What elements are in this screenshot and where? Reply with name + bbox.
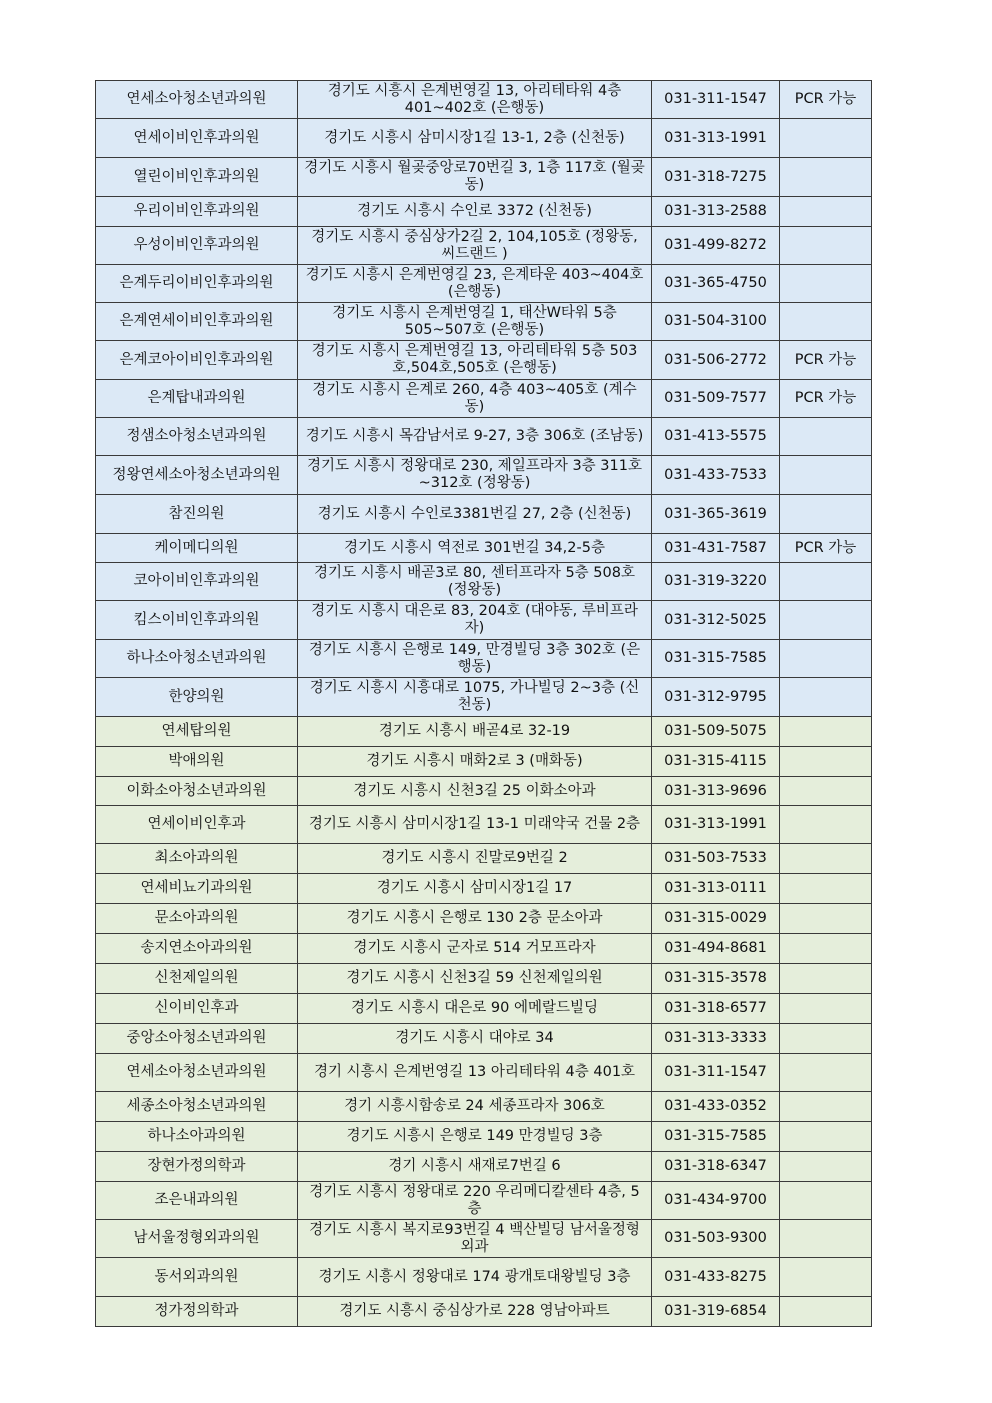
table-row: [96, 1092, 872, 1122]
clinic-phone-cell: 031-312-5025: [652, 601, 780, 640]
clinic-name-cell: 케이메디의원: [96, 534, 298, 563]
clinic-phone-cell: 031-313-1991: [652, 119, 780, 158]
clinic-name-cell: 은계탑내과의원: [96, 380, 298, 418]
clinic-note-cell: [780, 563, 872, 601]
table-row: [96, 380, 872, 418]
clinic-phone-cell: 031-318-6347: [652, 1152, 780, 1182]
table-row: [96, 844, 872, 874]
clinic-note-cell: [780, 227, 872, 265]
clinic-name-cell: 송지연소아과의원: [96, 934, 298, 964]
table-row: [96, 717, 872, 747]
clinic-address-cell: 경기 시흥시 은계번영길 13 아리테타워 4층 401호: [298, 1054, 652, 1092]
clinic-phone-cell: 031-509-5075: [652, 717, 780, 747]
table-row: [96, 964, 872, 994]
table-row: [96, 777, 872, 806]
clinic-note-cell: [780, 197, 872, 227]
clinic-name-cell: 중앙소아청소년과의원: [96, 1024, 298, 1054]
clinic-name-cell: 정샘소아청소년과의원: [96, 418, 298, 456]
table-row: [96, 1054, 872, 1092]
clinic-address-cell: 경기도 시흥시 역전로 301번길 34,2-5층: [298, 534, 652, 563]
clinic-address-cell: 경기도 시흥시 군자로 514 거모프라자: [298, 934, 652, 964]
table-row: [96, 534, 872, 563]
clinic-name-cell: 하나소아과의원: [96, 1122, 298, 1152]
clinic-note-cell: [780, 777, 872, 806]
clinic-address-cell: 경기 시흥시함송로 24 세종프라자 306호: [298, 1092, 652, 1122]
clinic-note-cell: [780, 994, 872, 1024]
table-row: [96, 601, 872, 640]
clinic-address-cell: 경기도 시흥시 신천3길 25 이화소아과: [298, 777, 652, 806]
clinic-name-cell: 참진의원: [96, 495, 298, 534]
clinic-note-cell: PCR 가능: [780, 534, 872, 563]
table-row: [96, 640, 872, 678]
clinic-note-cell: [780, 874, 872, 904]
clinic-note-cell: [780, 158, 872, 197]
table-row: [96, 874, 872, 904]
clinic-address-cell: 경기도 시흥시 삼미시장1길 13-1 미래약국 건물 2층: [298, 806, 652, 844]
clinic-note-cell: [780, 806, 872, 844]
clinic-address-cell: 경기도 시흥시 중심상가2길 2, 104,105호 (정왕동, 씨드랜드 ): [298, 227, 652, 265]
clinic-name-cell: 코아이비인후과의원: [96, 563, 298, 601]
clinic-note-cell: PCR 가능: [780, 341, 872, 380]
clinic-address-cell: 경기도 시흥시 대은로 83, 204호 (대야동, 루비프라자): [298, 601, 652, 640]
clinic-note-cell: [780, 964, 872, 994]
clinic-address-cell: 경기도 시흥시 매화2로 3 (매화동): [298, 747, 652, 777]
clinic-address-cell: 경기도 시흥시 중심상가로 228 영남아파트: [298, 1297, 652, 1327]
clinic-address-cell: 경기도 시흥시 은계번영길 13, 아리테타워 4층 401~402호 (은행동): [298, 81, 652, 119]
clinic-note-cell: [780, 495, 872, 534]
clinic-name-cell: 최소아과의원: [96, 844, 298, 874]
clinic-phone-cell: 031-503-7533: [652, 844, 780, 874]
clinic-note-cell: [780, 844, 872, 874]
clinic-phone-cell: 031-319-3220: [652, 563, 780, 601]
table-row: [96, 418, 872, 456]
clinic-address-cell: 경기도 시흥시 목감남서로 9-27, 3층 306호 (조남동): [298, 418, 652, 456]
clinic-phone-cell: 031-506-2772: [652, 341, 780, 380]
table-row: [96, 1297, 872, 1327]
clinic-note-cell: [780, 601, 872, 640]
clinic-note-cell: [780, 1258, 872, 1297]
table-row: [96, 806, 872, 844]
table-row: [96, 904, 872, 934]
clinic-name-cell: 이화소아청소년과의원: [96, 777, 298, 806]
clinic-note-cell: [780, 1092, 872, 1122]
clinic-note-cell: [780, 747, 872, 777]
clinic-name-cell: 세종소아청소년과의원: [96, 1092, 298, 1122]
clinic-table: [95, 80, 872, 1327]
clinic-name-cell: 우성이비인후과의원: [96, 227, 298, 265]
clinic-name-cell: 연세소아청소년과의원: [96, 1054, 298, 1092]
clinic-note-cell: [780, 265, 872, 303]
clinic-name-cell: 조은내과의원: [96, 1182, 298, 1220]
clinic-phone-cell: 031-365-3619: [652, 495, 780, 534]
clinic-address-cell: 경기도 시흥시 은계번영길 1, 태산W타워 5층 505~507호 (은행동): [298, 303, 652, 341]
clinic-name-cell: 신이비인후과: [96, 994, 298, 1024]
table-row: [96, 158, 872, 197]
clinic-phone-cell: 031-504-3100: [652, 303, 780, 341]
clinic-name-cell: 박애의원: [96, 747, 298, 777]
clinic-address-cell: 경기도 시흥시 수인로3381번길 27, 2층 (신천동): [298, 495, 652, 534]
clinic-address-cell: 경기도 시흥시 삼미시장1길 13-1, 2층 (신천동): [298, 119, 652, 158]
table-row: [96, 81, 872, 119]
table-row: [96, 119, 872, 158]
clinic-name-cell: 은계두리이비인후과의원: [96, 265, 298, 303]
table-row: [96, 227, 872, 265]
clinic-note-cell: [780, 678, 872, 717]
clinic-note-cell: [780, 1024, 872, 1054]
clinic-note-cell: [780, 303, 872, 341]
clinic-note-cell: [780, 1122, 872, 1152]
table-row: [96, 265, 872, 303]
clinic-note-cell: [780, 640, 872, 678]
table-row: [96, 994, 872, 1024]
clinic-note-cell: [780, 934, 872, 964]
clinic-address-cell: 경기도 시흥시 배곧3로 80, 센터프라자 5층 508호 (정왕동): [298, 563, 652, 601]
clinic-address-cell: 경기도 시흥시 정왕대로 230, 제일프라자 3층 311호~312호 (정왕동): [298, 456, 652, 495]
clinic-note-cell: [780, 119, 872, 158]
clinic-name-cell: 연세이비인후과의원: [96, 119, 298, 158]
clinic-phone-cell: 031-365-4750: [652, 265, 780, 303]
clinic-phone-cell: 031-315-3578: [652, 964, 780, 994]
clinic-address-cell: 경기도 시흥시 정왕대로 220 우리메디칼센타 4층, 5층: [298, 1182, 652, 1220]
clinic-phone-cell: 031-312-9795: [652, 678, 780, 717]
clinic-phone-cell: 031-319-6854: [652, 1297, 780, 1327]
clinic-phone-cell: 031-313-0111: [652, 874, 780, 904]
clinic-name-cell: 남서울정형외과의원: [96, 1220, 298, 1258]
clinic-address-cell: 경기도 시흥시 은행로 130 2층 문소아과: [298, 904, 652, 934]
clinic-note-cell: [780, 717, 872, 747]
table-row: [96, 1220, 872, 1258]
clinic-note-cell: [780, 418, 872, 456]
clinic-name-cell: 문소아과의원: [96, 904, 298, 934]
table-row: [96, 197, 872, 227]
clinic-note-cell: [780, 1220, 872, 1258]
clinic-name-cell: 정왕연세소아청소년과의원: [96, 456, 298, 495]
clinic-phone-cell: 031-431-7587: [652, 534, 780, 563]
table-row: [96, 456, 872, 495]
clinic-note-cell: PCR 가능: [780, 380, 872, 418]
clinic-name-cell: 은계코아이비인후과의원: [96, 341, 298, 380]
clinic-name-cell: 우리이비인후과의원: [96, 197, 298, 227]
clinic-note-cell: [780, 1182, 872, 1220]
clinic-name-cell: 연세이비인후과: [96, 806, 298, 844]
clinic-phone-cell: 031-509-7577: [652, 380, 780, 418]
clinic-name-cell: 동서외과의원: [96, 1258, 298, 1297]
clinic-address-cell: 경기도 시흥시 은계번영길 13, 아리테타워 5층 503호,504호,505호 (은행동): [298, 341, 652, 380]
clinic-note-cell: [780, 1297, 872, 1327]
table-row: [96, 1152, 872, 1182]
table-row: [96, 1122, 872, 1152]
clinic-phone-cell: 031-433-7533: [652, 456, 780, 495]
clinic-phone-cell: 031-313-1991: [652, 806, 780, 844]
clinic-phone-cell: 031-313-2588: [652, 197, 780, 227]
clinic-name-cell: 연세탑의원: [96, 717, 298, 747]
clinic-address-cell: 경기도 시흥시 은행로 149 만경빌딩 3층: [298, 1122, 652, 1152]
table-row: [96, 934, 872, 964]
clinic-note-cell: [780, 456, 872, 495]
clinic-address-cell: 경기도 시흥시 은계로 260, 4층 403~405호 (계수동): [298, 380, 652, 418]
clinic-address-cell: 경기도 시흥시 신천3길 59 신천제일의원: [298, 964, 652, 994]
clinic-phone-cell: 031-499-8272: [652, 227, 780, 265]
clinic-phone-cell: 031-503-9300: [652, 1220, 780, 1258]
clinic-phone-cell: 031-494-8681: [652, 934, 780, 964]
clinic-name-cell: 신천제일의원: [96, 964, 298, 994]
clinic-address-cell: 경기도 시흥시 대야로 34: [298, 1024, 652, 1054]
clinic-address-cell: 경기도 시흥시 시흥대로 1075, 가나빌딩 2~3층 (신천동): [298, 678, 652, 717]
clinic-address-cell: 경기 시흥시 새재로7번길 6: [298, 1152, 652, 1182]
table-row: [96, 1182, 872, 1220]
clinic-name-cell: 하나소아청소년과의원: [96, 640, 298, 678]
clinic-address-cell: 경기도 시흥시 복지로93번길 4 백산빌딩 남서울정형외과: [298, 1220, 652, 1258]
clinic-phone-cell: 031-311-1547: [652, 81, 780, 119]
clinic-name-cell: 열린이비인후과의원: [96, 158, 298, 197]
clinic-phone-cell: 031-313-9696: [652, 777, 780, 806]
clinic-note-cell: [780, 1054, 872, 1092]
table-row: [96, 495, 872, 534]
clinic-address-cell: 경기도 시흥시 진말로9번길 2: [298, 844, 652, 874]
clinic-address-cell: 경기도 시흥시 수인로 3372 (신천동): [298, 197, 652, 227]
clinic-phone-cell: 031-313-3333: [652, 1024, 780, 1054]
clinic-note-cell: [780, 1152, 872, 1182]
clinic-name-cell: 연세소아청소년과의원: [96, 81, 298, 119]
clinic-note-cell: [780, 904, 872, 934]
clinic-phone-cell: 031-434-9700: [652, 1182, 780, 1220]
clinic-name-cell: 정가정의학과: [96, 1297, 298, 1327]
table-row: [96, 563, 872, 601]
table-row: [96, 1258, 872, 1297]
clinic-phone-cell: 031-413-5575: [652, 418, 780, 456]
table-row: [96, 678, 872, 717]
table-row: [96, 1024, 872, 1054]
clinic-name-cell: 한양의원: [96, 678, 298, 717]
clinic-table-body: [96, 81, 872, 1327]
clinic-address-cell: 경기도 시흥시 삼미시장1길 17: [298, 874, 652, 904]
clinic-phone-cell: 031-315-0029: [652, 904, 780, 934]
clinic-phone-cell: 031-315-7585: [652, 640, 780, 678]
clinic-address-cell: 경기도 시흥시 은계번영길 23, 은계타운 403~404호 (은행동): [298, 265, 652, 303]
clinic-phone-cell: 031-315-7585: [652, 1122, 780, 1152]
clinic-name-cell: 킴스이비인후과의원: [96, 601, 298, 640]
clinic-name-cell: 장현가정의학과: [96, 1152, 298, 1182]
clinic-phone-cell: 031-311-1547: [652, 1054, 780, 1092]
clinic-phone-cell: 031-318-7275: [652, 158, 780, 197]
clinic-name-cell: 연세비뇨기과의원: [96, 874, 298, 904]
clinic-phone-cell: 031-433-0352: [652, 1092, 780, 1122]
table-row: [96, 303, 872, 341]
clinic-address-cell: 경기도 시흥시 대은로 90 에메랄드빌딩: [298, 994, 652, 1024]
clinic-name-cell: 은계연세이비인후과의원: [96, 303, 298, 341]
clinic-address-cell: 경기도 시흥시 정왕대로 174 광개토대왕빌딩 3층: [298, 1258, 652, 1297]
table-row: [96, 747, 872, 777]
clinic-address-cell: 경기도 시흥시 은행로 149, 만경빌딩 3층 302호 (은행동): [298, 640, 652, 678]
clinic-address-cell: 경기도 시흥시 배곧4로 32-19: [298, 717, 652, 747]
table-row: [96, 341, 872, 380]
clinic-phone-cell: 031-433-8275: [652, 1258, 780, 1297]
clinic-phone-cell: 031-318-6577: [652, 994, 780, 1024]
clinic-address-cell: 경기도 시흥시 월곶중앙로70번길 3, 1층 117호 (월곶동): [298, 158, 652, 197]
clinic-phone-cell: 031-315-4115: [652, 747, 780, 777]
clinic-note-cell: PCR 가능: [780, 81, 872, 119]
